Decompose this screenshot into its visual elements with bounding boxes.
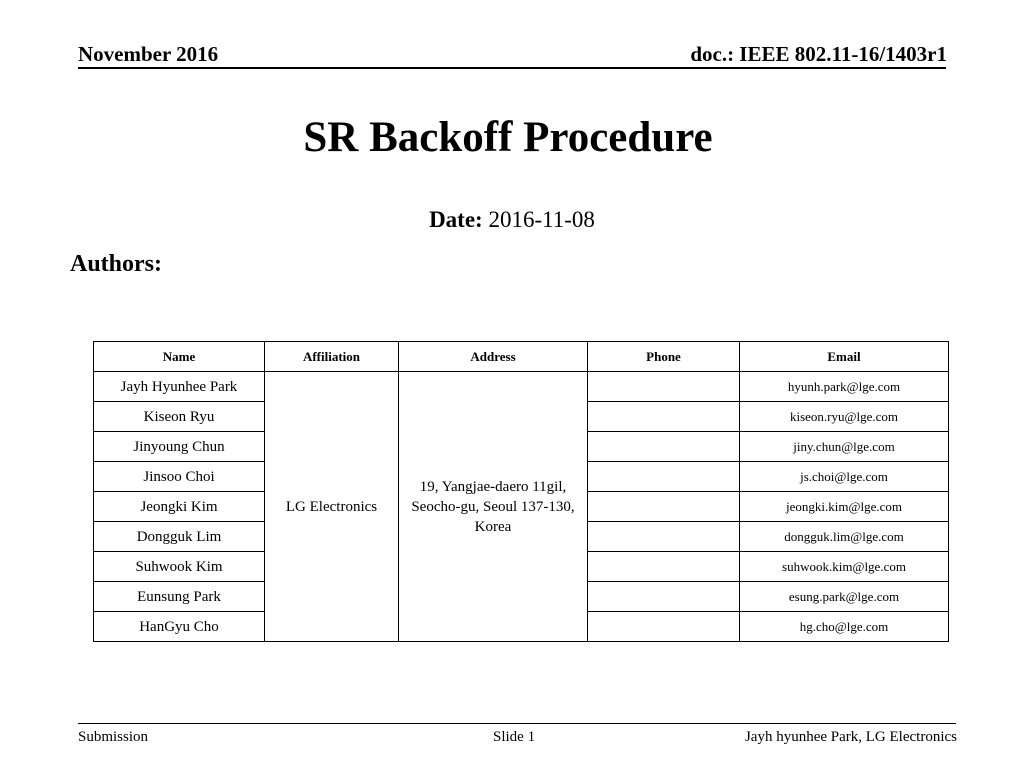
author-name: Jayh Hyunhee Park (94, 372, 265, 402)
author-name: Jinsoo Choi (94, 462, 265, 492)
author-phone (588, 372, 740, 402)
author-name: Suhwook Kim (94, 552, 265, 582)
footer-submission: Submission (78, 729, 149, 745)
author-email: dongguk.lim@lge.com (740, 522, 949, 552)
date-label: Date: (429, 207, 483, 232)
authors-table (93, 341, 949, 642)
column-header-name: Name (94, 342, 265, 372)
column-header-phone: Phone (588, 342, 740, 372)
author-phone (588, 492, 740, 522)
author-phone (588, 462, 740, 492)
author-phone (588, 432, 740, 462)
table-header-row (94, 342, 949, 372)
footer-author: Jayh hyunhee Park, LG Electronics (744, 729, 957, 745)
author-email: esung.park@lge.com (740, 582, 949, 612)
author-name: HanGyu Cho (94, 612, 265, 642)
header-rule (78, 67, 946, 69)
footer-rule (78, 723, 956, 724)
author-email: js.choi@lge.com (740, 462, 949, 492)
column-header-address: Address (399, 342, 588, 372)
column-header-affiliation: Affiliation (265, 342, 399, 372)
author-phone (588, 522, 740, 552)
author-name: Dongguk Lim (94, 522, 265, 552)
author-address: 19, Yangjae-daero 11gil, Seocho-gu, Seoul 137-130, Korea (399, 372, 588, 642)
author-phone (588, 582, 740, 612)
author-phone (588, 402, 740, 432)
slide-title: SR Backoff Procedure (303, 114, 713, 161)
author-email: kiseon.ryu@lge.com (740, 402, 949, 432)
author-email: hg.cho@lge.com (740, 612, 949, 642)
author-name: Jinyoung Chun (94, 432, 265, 462)
author-email: suhwook.kim@lge.com (740, 552, 949, 582)
header-doc-id: doc.: IEEE 802.11-16/1403r1 (690, 42, 947, 66)
footer-slide-number: Slide 1 (493, 729, 536, 745)
date-value: 2016-11-08 (482, 207, 595, 232)
table-row (94, 372, 949, 402)
author-phone (588, 552, 740, 582)
author-name: Eunsung Park (94, 582, 265, 612)
author-email: hyunh.park@lge.com (740, 372, 949, 402)
author-email: jiny.chun@lge.com (740, 432, 949, 462)
authors-heading: Authors: (70, 251, 163, 277)
author-name: Jeongki Kim (94, 492, 265, 522)
author-name: Kiseon Ryu (94, 402, 265, 432)
header-date: November 2016 (78, 42, 219, 66)
date-line (0, 205, 1024, 235)
author-affiliation: LG Electronics (265, 372, 399, 642)
author-phone (588, 612, 740, 642)
column-header-email: Email (740, 342, 949, 372)
author-email: jeongki.kim@lge.com (740, 492, 949, 522)
